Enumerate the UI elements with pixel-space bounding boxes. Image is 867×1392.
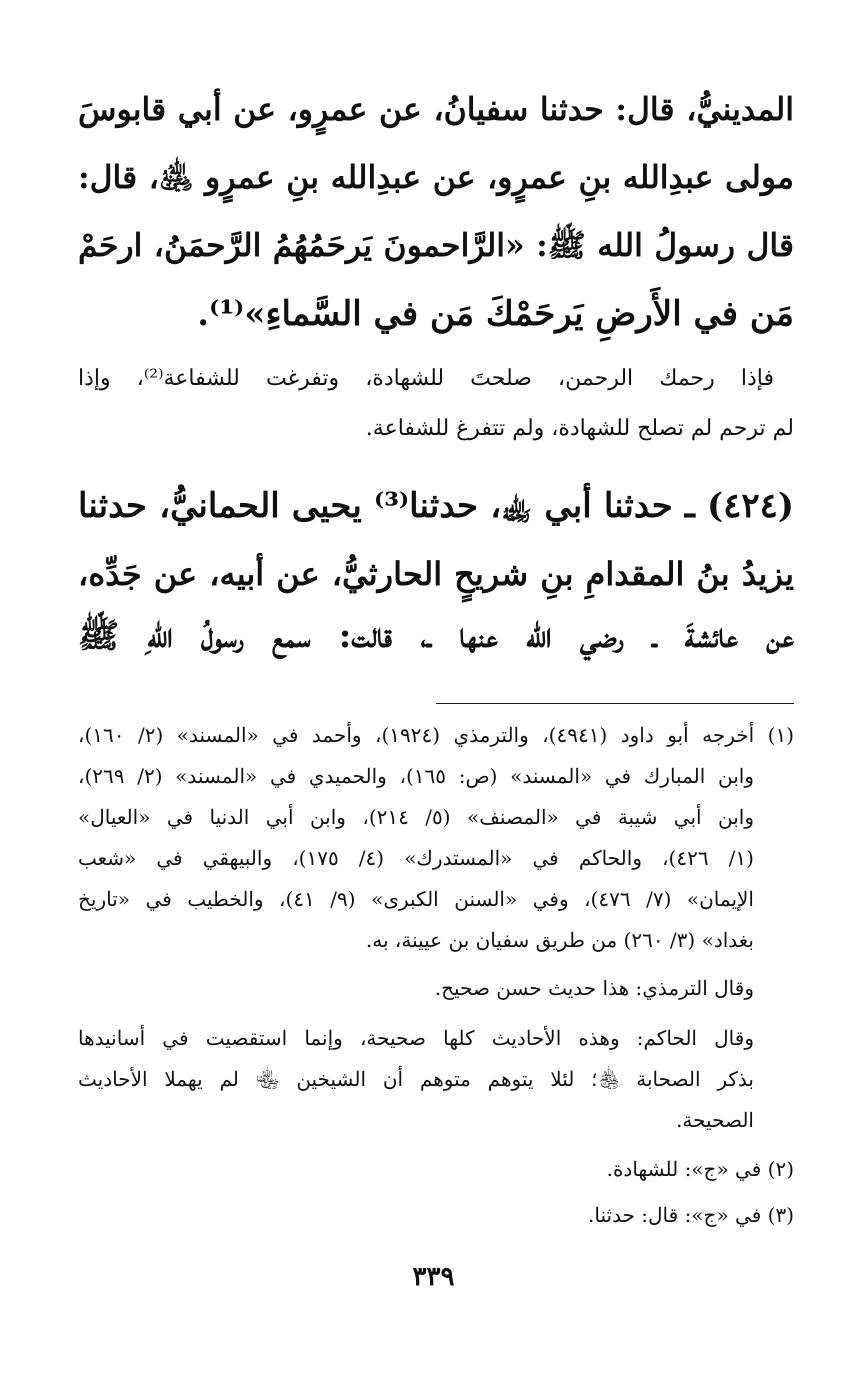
footnote-1-line: وابن أبي شيبة في «المصنف» (٥/ ٢١٤)، وابن أبي الدنيا في «العيال» (78, 805, 754, 829)
text-line: مولى عبدِالله بنِ عمرٍو، عن عبدِالله بنِ عمرٍو ﵁، قال: (78, 159, 794, 196)
page-number: ٣٣٩ (412, 1262, 455, 1292)
footnote-1-tirmidhi: وقال الترمذي: هذا حديث حسن صحيح. (434, 976, 754, 1000)
footnote-1-line: وابن المبارك في «المسند» (ص: ١٦٥)، والحميدي في «المسند» (٢/ ٢٦٩)، (78, 764, 754, 788)
text-line: عن عائشةَ ـ رضي الله عنها ـ، قالت: سمع رسولُ اللهِ ﷺ (78, 616, 794, 656)
footnote-1-hakim-line: وقال الحاكم: وهذه الأحاديث كلها صحيحة، وإنما استقصيت في أسانيدها (78, 1026, 754, 1050)
footnote-1-line: بغداد» (٣/ ٢٦٠) من طريق سفيان بن عيينة، به. (365, 928, 754, 952)
footnote-1-hakim-line: بذكر الصحابة ﵃؛ لئلا يتوهم متوهم أن الشيخين ﵄ لم يهملا الأحاديث (78, 1067, 754, 1091)
footnote-2: (٢) في «ج»: للشهادة. (606, 1157, 794, 1181)
footnote-1-line: (١/ ٤٢٦)، والحاكم في «المستدرك» (٤/ ١٧٥)، والبيهقي في «شعب (78, 846, 754, 870)
text-line: مَن في الأَرضِ يَرحَمْكَ مَن في السَّماءِ»⁽¹⁾. (197, 294, 794, 334)
hadith-424-line: (٤٢٤) ـ حدثنا أبي ﵀، حدثنا⁽³⁾ يحيى الحمانيُّ، حدثنا (78, 486, 794, 526)
footnote-1-line: الإيمان» (٧/ ٤٧٦)، وفي «السنن الكبرى» (٩/ ٤١)، والخطيب في «تاريخ (78, 887, 754, 911)
footnote-3: (٣) في «ج»: قال: حدثنا. (588, 1203, 794, 1227)
text-line: لم ترحم لم تصلح للشهادة، ولم تتفرغ للشفاعة. (365, 416, 794, 441)
text-line: يزيدُ بنُ المقدامِ بنِ شريحٍ الحارثيُّ، عن أبيه، عن جَدِّه، (78, 555, 794, 593)
footnote-separator (436, 703, 794, 704)
footnote-1-hakim-line: الصحيحة. (676, 1108, 754, 1132)
text-line: فإذا رحمك الرحمن، صلحتَ للشهادة، وتفرغت للشفاعة⁽²⁾، وإذا (78, 366, 774, 391)
text-line: المدينيُّ، قال: حدثنا سفيانُ، عن عمرٍو، عن أبي قابوسَ (78, 91, 794, 128)
text-line: قال رسولُ الله ﷺ: «الرَّاحمونَ يَرحَمُهُمُ الرَّحمَنُ، ارحَمْ (78, 227, 794, 264)
footnote-1-line: (١) أخرجه أبو داود (٤٩٤١)، والترمذي (١٩٢٤)، وأحمد في «المسند» (٢/ ١٦٠)، (78, 723, 794, 747)
